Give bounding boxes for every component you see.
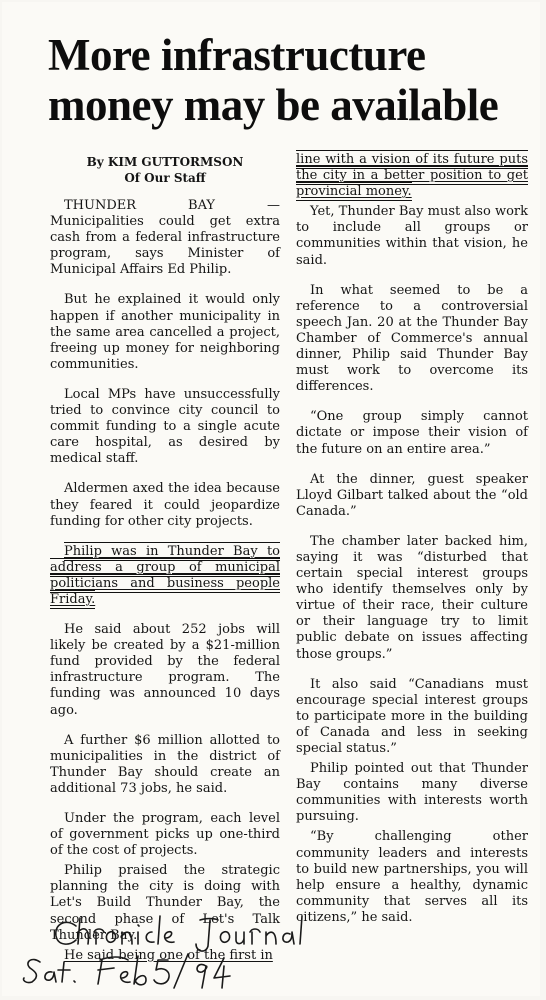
newspaper-clipping — [2, 2, 540, 996]
paragraph: In what seemed to be a reference to a controversial speech Jan. 20 at the Thunder Bay Chamber of Commerce's annual dinner, Philip said Thunder Bay must work to overcome its differences. — [296, 282, 528, 395]
paragraph-highlighted — [50, 544, 280, 608]
byline-author: By KIM GUTTORMSON — [86, 155, 244, 169]
headline — [48, 30, 518, 130]
paragraph: Under the program, each level of government picks up one-third of the cost of projects. — [50, 811, 280, 859]
paragraph: He said about 252 jobs will likely be created by a $21-million fund provided by the federal infrastructure program. The funding was announced 10 days ago. — [50, 622, 280, 718]
paragraph: THUNDER BAY — Municipalities could get extra cash from a federal infrastructure program, says Minister of Municipal Affairs Ed Philip. — [50, 198, 280, 278]
handwritten-annotation — [18, 910, 338, 990]
underlined-text: Philip was in Thunder Bay to address a group of municipal politicians and business people Friday. — [50, 543, 280, 607]
paragraph: Yet, Thunder Bay must also work to include all groups or communities within that vision, he said. — [296, 204, 528, 268]
byline — [50, 154, 280, 186]
paragraph: Local MPs have unsuccessfully tried to convince city council to commit funding to a single acute care hospital, as desired by medical staff. — [50, 386, 280, 467]
underlined-text: He said being one of the first in — [64, 947, 273, 963]
headline-line-2: money may be available — [48, 80, 499, 130]
paragraph: Philip praised the strategic planning the city is doing with Let's Build Thunder Bay, the second phase of Let's Talk Thunder Bay. — [50, 863, 280, 943]
byline-staff: Of Our Staff — [124, 171, 206, 185]
underlined-text: line with a vision of its future puts the city in a better position to get provincial money. — [296, 152, 528, 200]
handwriting-icon — [18, 910, 338, 990]
paragraph: Philip pointed out that Thunder Bay contains many diverse communities with interests worth pursuing. — [296, 761, 528, 825]
paragraph: It also said “Canadians must encourage special interest groups to participate more in the building of Canada and less in seeking special status.” — [296, 676, 528, 756]
right-column — [296, 152, 528, 930]
left-column — [50, 154, 280, 968]
paragraph: The chamber later backed him, saying it was “disturbed that certain special interest groups who identify themselves only by virtue of their race, their culture or their language try to limit public debate on issues affecting those groups.” — [296, 533, 528, 662]
paragraph: Aldermen axed the idea because they feared it could jeopardize funding for other city projects. — [50, 481, 280, 529]
paragraph: “By challenging other community leaders and interests to build new partnerships, you will help ensure a healthy, dynamic community that serves all its citizens,” he said. — [296, 829, 528, 925]
paragraph-continuation — [296, 152, 528, 200]
paragraph: At the dinner, guest speaker Lloyd Gilbart talked about the “old Canada.” — [296, 471, 528, 519]
headline-line-1: More infrastructure — [48, 30, 426, 80]
paragraph: “One group simply cannot dictate or impose their vision of the future on an entire area.” — [296, 409, 528, 457]
paragraph: A further $6 million allotted to municipalities in the district of Thunder Bay should create an additional 73 jobs, he said. — [50, 732, 280, 796]
paragraph: But he explained it would only happen if another municipality in the same area cancelled a project, freeing up money for neighboring communities. — [50, 292, 280, 372]
